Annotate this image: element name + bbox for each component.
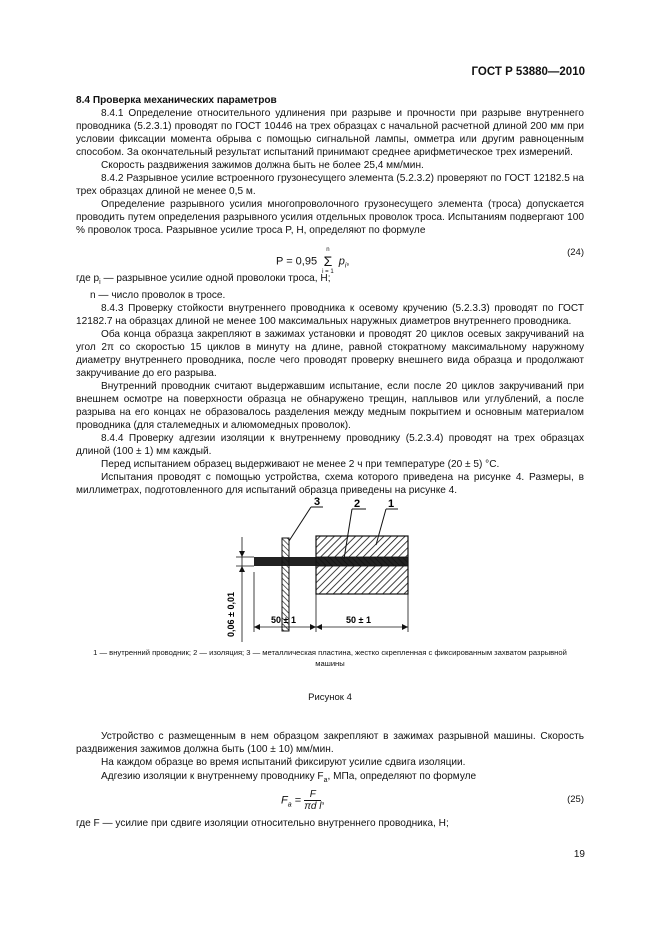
figure-title: Рисунок 4 — [308, 692, 352, 704]
formula-25-numerator: F — [304, 789, 321, 801]
formula-24-term: p — [338, 254, 345, 267]
paragraph-8-4-3: 8.4.3 Проверку стойкости внутреннего проводника к осевому кручению (5.2.3.3) проводят по ГОСТ 12182.7 на образцах длиной не менее 100 максимальных наружных диаметров внутреннего проводника. — [76, 302, 584, 327]
label-1: 1 — [388, 498, 395, 511]
sum-top: n — [326, 246, 330, 253]
formula-25-expression — [281, 789, 325, 812]
page-number: 19 — [573, 849, 585, 860]
formula-24-expression — [276, 246, 349, 277]
paragraph-mount: Устройство с размещенным в нем образцом закрепляют в зажимах разрывной машины. Скорость раздвижения зажимов должна быть (100 ± 10) мм/мин. — [76, 731, 584, 756]
sum-bottom: i = 1 — [322, 268, 334, 275]
leader-3 — [289, 507, 311, 541]
formula-25-fraction — [304, 789, 321, 812]
formula-24-lhs: P = 0,95 — [276, 254, 318, 267]
sigma-glyph: Σ — [323, 252, 333, 269]
formula-25-denominator: πd l — [304, 800, 322, 812]
paragraph-record: На каждом образце во время испытаний фиксируют усилие сдвига изоляции. — [101, 757, 466, 769]
figure-caption: 1 — внутренний проводник; 2 — изоляция; 3 — металлическая пластина, жестко скрепленная с фиксированным захватом разрывной машины — [93, 648, 567, 669]
paragraph-adhesion — [76, 770, 584, 787]
paragraph-rope: Определение разрывного усилия многопроволочного грузонесущего элемента (троса) допускается проводить путем определения разрывного усилия отдельных проволок троса. Испытаниям подвергают 100 % проволок троса. Разрывное усилие троса P, H, определяют по формуле — [76, 199, 584, 237]
section-title: 8.4 Проверка механических параметров — [76, 95, 277, 106]
label-2: 2 — [354, 498, 361, 511]
conductor-hatch — [316, 557, 408, 566]
dim-right: 50 ± 1 — [346, 615, 371, 626]
figure-4-drawing — [76, 497, 584, 647]
paragraph-8-4-4: 8.4.4 Проверку адгезии изоляции к внутреннему проводнику (5.2.3.4) проводят на трех образцах длиной (100 ± 1) мм каждый. — [76, 433, 584, 458]
label-3: 3 — [314, 497, 321, 509]
paragraph-8-4-1: 8.4.1 Определение относительного удлинения при разрыве и прочности при разрыве внутреннего проводника (5.2.3.1) проводят по ГОСТ 10446 на трех образцах с начальной расчетной длиной 200 мм при условии фиксации момента обрыва с помощью сигнальной лампы, омметра или другим равноценным способом. За окончательный результат испытаний принимают среднее арифметическое трех измерений. — [76, 108, 584, 159]
formula-25-eq: = — [291, 793, 305, 806]
adhesion-rest: , МПа, определяют по формуле — [327, 770, 477, 782]
where-pi-sub: i — [99, 278, 101, 286]
formula-25 — [76, 787, 584, 817]
paragraph-speed: Скорость раздвижения зажимов должна быть не более 25,4 мм/мин. — [101, 160, 424, 172]
paragraph-twist: Оба конца образца закрепляют в зажимах установки и проводят 20 циклов осевых закручиваний на угол 2π со скоростью 15 циклов в минуту на длине, равной стократному максимальному наружному диаметру внутреннего проводника, после чего проводят проверку внешнего вида образца и продолжают закручивание до его разрыва. — [76, 328, 584, 379]
dim-left: 50 ± 1 — [271, 615, 296, 626]
paragraph-pass-criteria: Внутренний проводник считают выдержавшим испытание, если после 20 циклов закручиваний при внешнем осмотре на поверхности образца не обнаружено трещин, наплывов или углублений, а после разрыва на его концах не образовалось разделения между медным покрытием и основным материалом проводника (для сталемедных и алюмомедных проволок). — [76, 380, 584, 432]
paragraph-device: Испытания проводят с помощью устройства, схема которого приведена на рисунке 4. Размеры, в миллиметрах, подготовленного для испытаний образца приведены на рисунке 4. — [76, 472, 584, 497]
where-n: n — число проволок в тросе. — [90, 289, 226, 301]
formula-25-number: (25) — [567, 793, 584, 805]
formula-25-tail: , — [321, 793, 325, 806]
paragraph-8-4-2: 8.4.2 Разрывное усилие встроенного грузонесущего элемента (5.2.3.2) проверяют по ГОСТ 12182.5 на трех образцах длиной не менее 0,5 м. — [76, 173, 584, 198]
formula-25-lhs-sub: a — [287, 801, 292, 809]
dim-vertical: 0,06 ± 0,01 — [226, 592, 236, 638]
adhesion-prefix: Адгезию изоляции к внутреннему проводнику F — [101, 770, 324, 782]
formula-24-tail: , — [346, 254, 350, 267]
sum-symbol — [322, 246, 334, 277]
figure-4 — [76, 497, 584, 647]
document-body — [76, 94, 584, 830]
formula-24-sub: i — [344, 262, 347, 270]
formula-25-lhs: F — [281, 793, 288, 806]
formula-24 — [76, 238, 584, 275]
paragraph-conditioning: Перед испытанием образец выдерживают не менее 2 ч при температуре (20 ± 5) °С. — [101, 459, 500, 471]
adhesion-sub: a — [323, 776, 328, 784]
where-f: где F — усилие при сдвиге изоляции относительно внутреннего проводника, H; — [76, 817, 449, 829]
document-header: ГОСТ Р 53880—2010 — [471, 66, 585, 78]
where-pi-rest: — разрывное усилие одной проволоки троса, H; — [100, 272, 331, 284]
where-pi-prefix: где p — [76, 272, 100, 284]
formula-24-number: (24) — [567, 246, 584, 258]
